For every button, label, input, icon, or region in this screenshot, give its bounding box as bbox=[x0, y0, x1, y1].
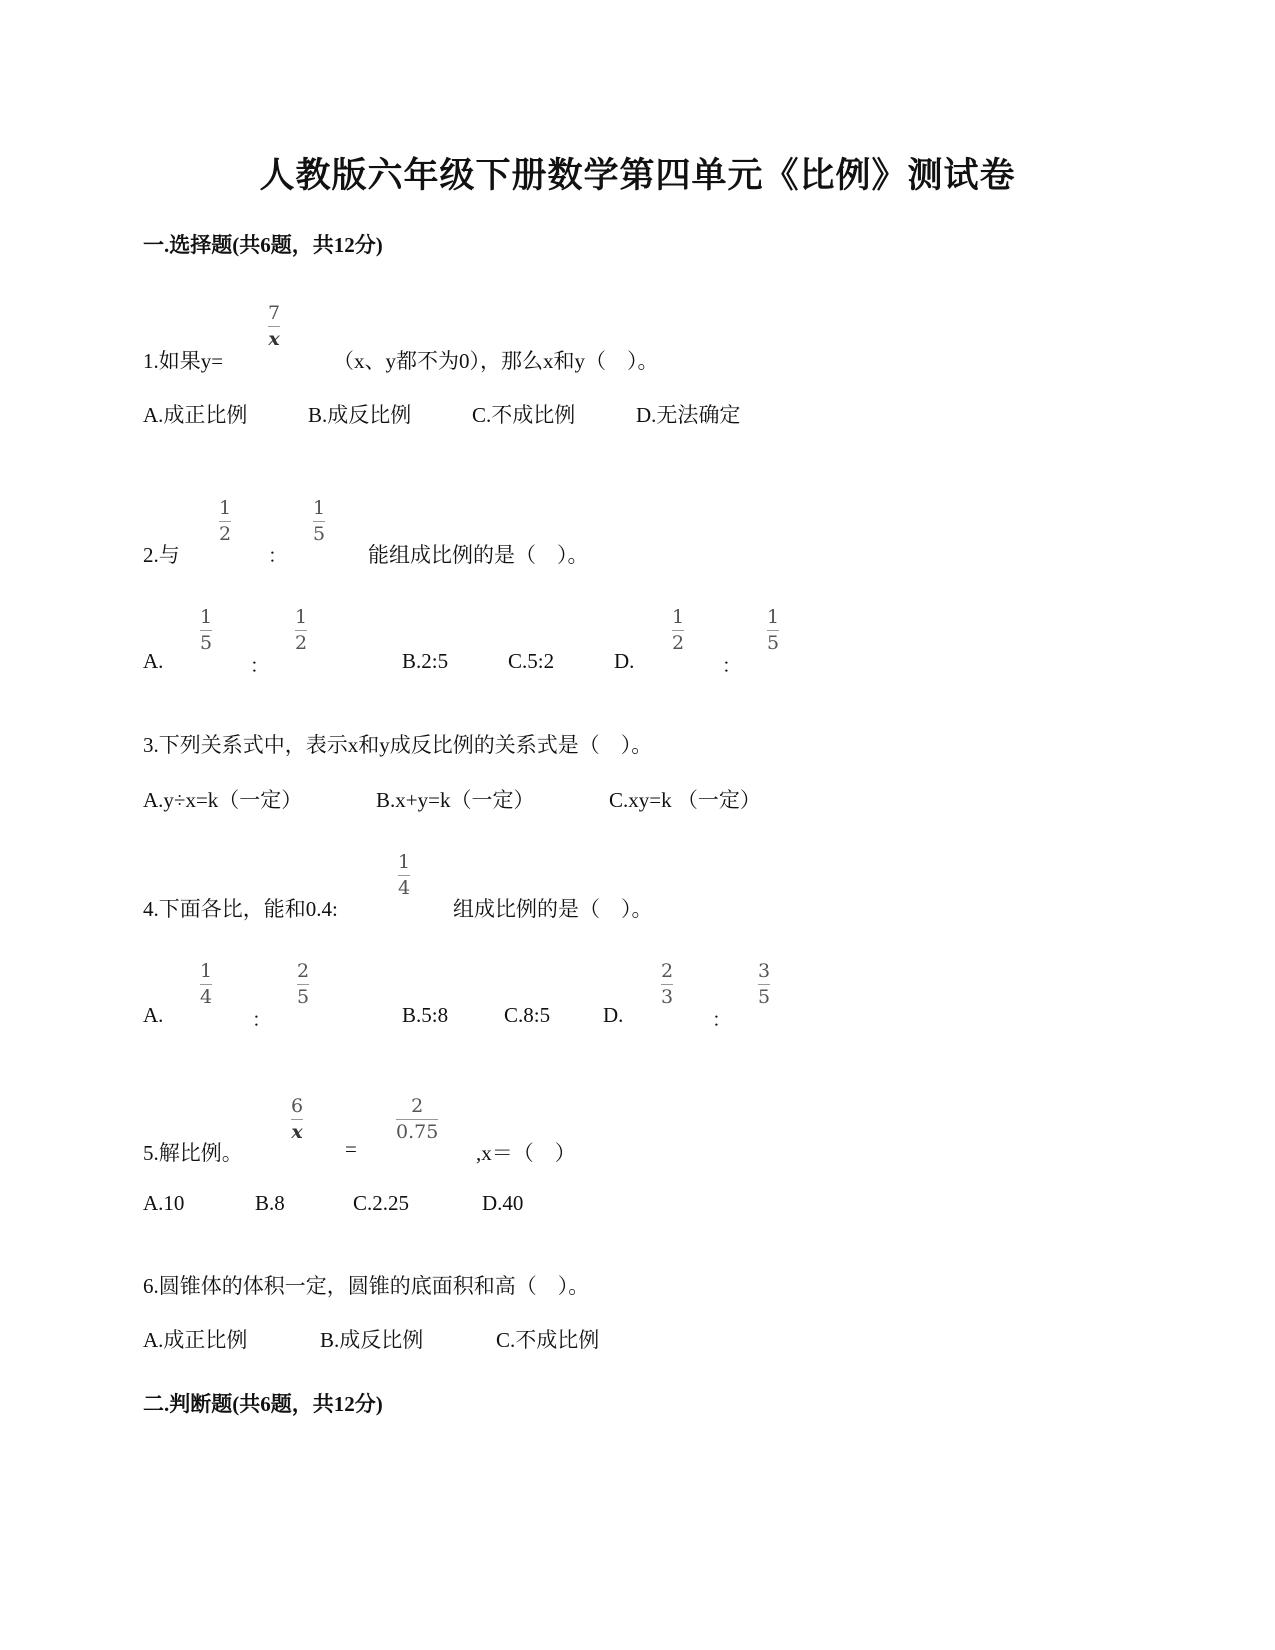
question-4-option-d-colon: ： bbox=[712, 1010, 732, 1031]
fraction-denominator: 5 bbox=[767, 632, 780, 654]
fraction-bar bbox=[313, 521, 325, 522]
question-2-option-d-fraction-2 bbox=[767, 606, 779, 654]
section-heading-choice: 一.选择题(共6题，共12分) bbox=[143, 233, 383, 257]
question-1-option-d: D.无法确定 bbox=[636, 403, 741, 427]
fraction-bar bbox=[758, 984, 770, 985]
question-5-option-d: D.40 bbox=[482, 1191, 524, 1215]
fraction-denominator: 5 bbox=[200, 632, 213, 654]
question-5-option-b: B.8 bbox=[255, 1191, 285, 1215]
question-1-option-a: A.成正比例 bbox=[143, 403, 248, 427]
fraction-denominator: 2 bbox=[219, 523, 232, 545]
fraction-numerator: 1 bbox=[398, 851, 411, 873]
fraction-bar bbox=[291, 1119, 303, 1120]
question-6-text: 6.圆锥体的体积一定，圆锥的底面积和高（ ）。 bbox=[143, 1274, 590, 1298]
question-2-fraction-2 bbox=[313, 497, 325, 545]
question-1-prefix: 1.如果y= bbox=[143, 349, 224, 373]
question-4-option-a-label: A. bbox=[143, 1003, 164, 1027]
fraction-bar bbox=[396, 1119, 438, 1120]
question-2-fraction-1 bbox=[219, 497, 231, 545]
question-4-option-c: C.8:5 bbox=[504, 1003, 551, 1027]
fraction-denominator: x bbox=[268, 328, 280, 350]
question-4-option-a-colon: ： bbox=[252, 1010, 272, 1031]
question-6-option-b: B.成反比例 bbox=[320, 1328, 424, 1352]
question-4-option-b: B.5:8 bbox=[402, 1003, 449, 1027]
question-5-suffix: ,x＝（ ） bbox=[476, 1141, 576, 1165]
fraction-denominator: 5 bbox=[758, 986, 771, 1008]
question-4-option-a-fraction-1 bbox=[200, 960, 212, 1008]
question-4-suffix: 组成比例的是（ ）。 bbox=[453, 897, 653, 921]
question-4-option-d-fraction-1 bbox=[661, 960, 673, 1008]
question-2-suffix: 能组成比例的是（ ）。 bbox=[368, 543, 589, 567]
question-2-option-a-fraction-1 bbox=[200, 606, 212, 654]
fraction-denominator: x bbox=[291, 1121, 303, 1143]
fraction-numerator: 2 bbox=[297, 960, 310, 982]
question-4-option-a-fraction-2 bbox=[297, 960, 309, 1008]
page-title: 人教版六年级下册数学第四单元《比例》测试卷 bbox=[259, 156, 1016, 195]
fraction-numerator: 3 bbox=[758, 960, 771, 982]
question-2-option-d-colon: ： bbox=[722, 656, 742, 677]
fraction-numerator: 2 bbox=[411, 1095, 424, 1117]
question-2-option-c: C.5:2 bbox=[508, 649, 555, 673]
question-2-option-a-fraction-2 bbox=[295, 606, 307, 654]
question-5-option-c: C.2.25 bbox=[353, 1191, 410, 1215]
question-5-prefix: 5.解比例。 bbox=[143, 1141, 243, 1165]
fraction-bar bbox=[200, 984, 212, 985]
fraction-numerator: 2 bbox=[661, 960, 674, 982]
question-1-fraction bbox=[268, 302, 280, 350]
question-1-option-c: C.不成比例 bbox=[472, 403, 576, 427]
fraction-denominator: 2 bbox=[672, 632, 685, 654]
question-4-option-d-fraction-2 bbox=[758, 960, 770, 1008]
question-2-option-d-label: D. bbox=[614, 649, 635, 673]
fraction-denominator: 4 bbox=[398, 877, 411, 899]
question-4-option-d-label: D. bbox=[603, 1003, 624, 1027]
fraction-denominator: 2 bbox=[295, 632, 308, 654]
question-2-prefix: 2.与 bbox=[143, 543, 180, 567]
fraction-denominator: 3 bbox=[661, 986, 674, 1008]
fraction-bar bbox=[219, 521, 231, 522]
question-5-fraction-1 bbox=[291, 1095, 303, 1143]
fraction-denominator: 5 bbox=[297, 986, 310, 1008]
fraction-bar bbox=[297, 984, 309, 985]
fraction-numerator: 1 bbox=[295, 606, 308, 628]
fraction-bar bbox=[200, 630, 212, 631]
question-2-option-a-label: A. bbox=[143, 649, 164, 673]
question-3-option-a: A.y÷x=k（一定） bbox=[143, 788, 303, 812]
fraction-numerator: 1 bbox=[200, 960, 213, 982]
question-3-option-b: B.x+y=k（一定） bbox=[376, 788, 535, 812]
fraction-numerator: 1 bbox=[672, 606, 685, 628]
question-4-fraction bbox=[398, 851, 410, 899]
fraction-numerator: 1 bbox=[313, 497, 326, 519]
question-2-option-b: B.2:5 bbox=[402, 649, 449, 673]
fraction-bar bbox=[767, 630, 779, 631]
question-6-option-c: C.不成比例 bbox=[496, 1328, 600, 1352]
question-3-option-c: C.xy=k （一定） bbox=[609, 788, 761, 812]
fraction-bar bbox=[295, 630, 307, 631]
question-2-colon: ： bbox=[268, 546, 288, 567]
question-5-equals: = bbox=[345, 1137, 357, 1161]
question-1-option-b: B.成反比例 bbox=[308, 403, 412, 427]
fraction-bar bbox=[268, 326, 280, 327]
fraction-denominator: 5 bbox=[313, 523, 326, 545]
question-3-text: 3.下列关系式中，表示x和y成反比例的关系式是（ ）。 bbox=[143, 733, 653, 757]
section-heading-judgment: 二.判断题(共6题，共12分) bbox=[143, 1392, 383, 1416]
fraction-bar bbox=[672, 630, 684, 631]
question-4-prefix: 4.下面各比，能和0.4: bbox=[143, 897, 338, 921]
fraction-numerator: 1 bbox=[219, 497, 232, 519]
fraction-numerator: 1 bbox=[767, 606, 780, 628]
question-2-option-d-fraction-1 bbox=[672, 606, 684, 654]
fraction-denominator: 4 bbox=[200, 986, 213, 1008]
question-2-option-a-colon: ： bbox=[250, 656, 270, 677]
fraction-numerator: 6 bbox=[291, 1095, 304, 1117]
fraction-bar bbox=[398, 875, 410, 876]
fraction-numerator: 1 bbox=[200, 606, 213, 628]
question-1-suffix: （x、y都不为0），那么x和y（ ）。 bbox=[333, 349, 659, 373]
question-5-option-a: A.10 bbox=[143, 1191, 185, 1215]
question-6-option-a: A.成正比例 bbox=[143, 1328, 248, 1352]
question-5-fraction-2 bbox=[396, 1095, 438, 1143]
fraction-denominator: 0.75 bbox=[396, 1121, 439, 1143]
fraction-numerator: 7 bbox=[268, 302, 281, 324]
fraction-bar bbox=[661, 984, 673, 985]
